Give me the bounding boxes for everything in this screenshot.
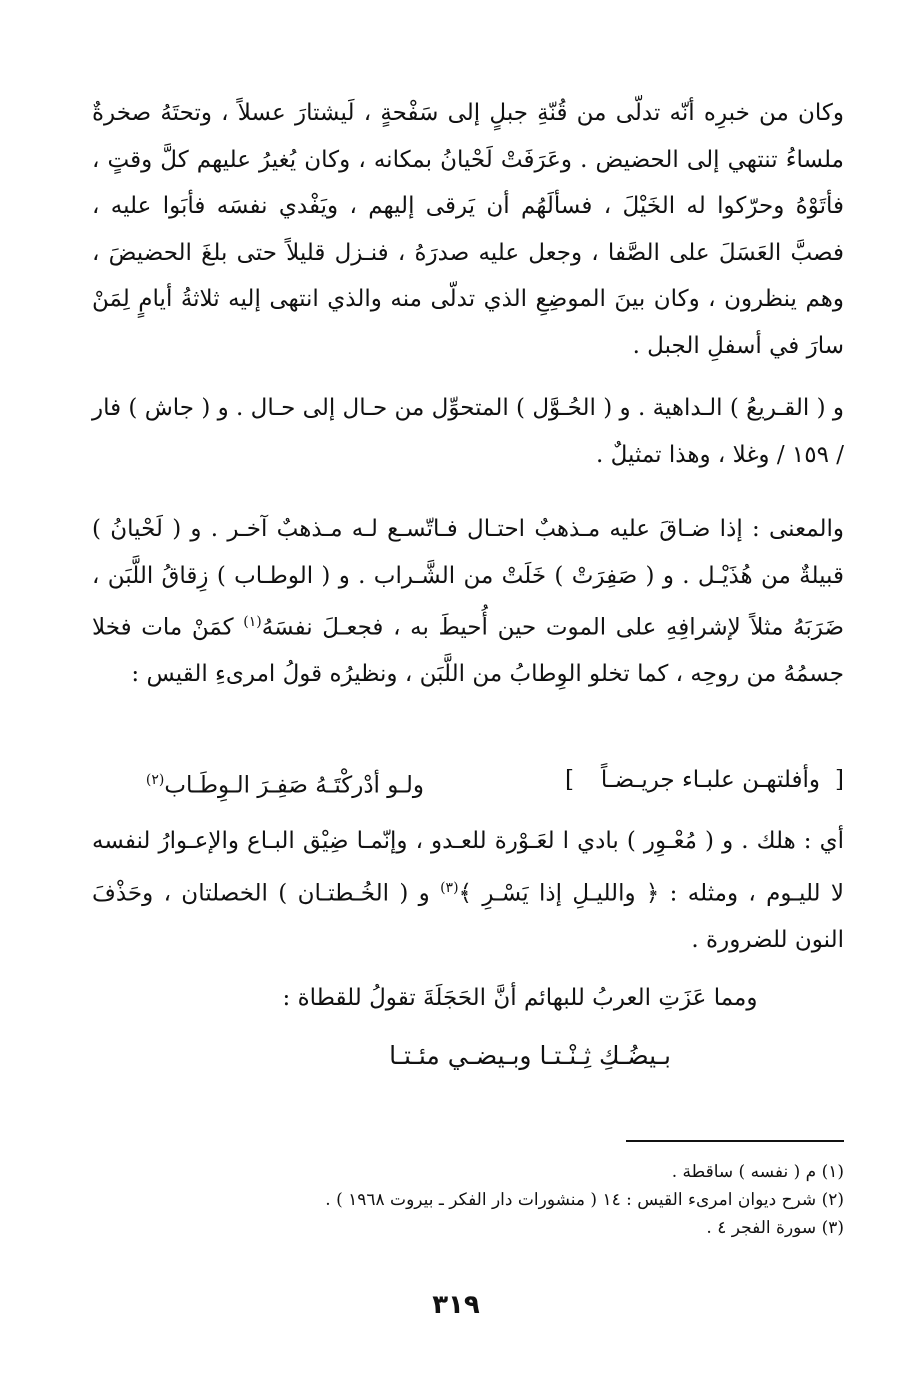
footnote-marker-3: (٣)	[440, 879, 459, 896]
poetry-verse-2: بـيضُـكِ ثِـنْـتـا وبـيضـي مئـتـا	[389, 1041, 671, 1070]
footnote-2: (٢) شرح ديوان امرىء القيس : ١٤ ( منشورات دار الفكر ـ بيروت ١٩٦٨ ) .	[325, 1190, 844, 1210]
verse-hemistich-1: وأفلتهـن علبـاء جريـضـاً	[600, 767, 820, 793]
verse-hemistich-2-text: ولـو أدْركْتَـهُ صَفِـرَ الـوِطَـاب	[164, 772, 424, 799]
verse-hemistich-2	[146, 760, 424, 806]
paragraph-text-start: أي : هلك . و ( مُعْـوِر ) بادي ا لعَـوْرة للعـدو ، وإنّمـا ضِيْق البـاع والإعـوارُ لنفسه لا لليـوم ، ومثله : ﴿ والليـلِ إذا يَسْـرِ ﴾	[92, 828, 845, 907]
body-paragraph-3	[92, 506, 844, 698]
footnote-1: (١) م ( نفسه ) ساقطة .	[671, 1162, 844, 1182]
paragraph-text-start: والمعنى : إذا ضـاقَ عليه مـذهبٌ احتـال فـاتّسـع لـه مـذهبٌ آخـر . و ( لَحْيانُ ) قبيلةٌ من هُذَيْـل . و ( صَفِرَتْ ) خَلَتْ من الشَّـراب . و ( الوطـاب ) زِقاقُ اللَّبَن ، ضَرَبَهُ مثلاً لإشرافِهِ على الموت حين أُحيطَ به ، فجعـلَ نفسَهُ	[92, 516, 845, 641]
paragraph-text-end: و ( الخُـطتـان ) الخصلتان ، وحَذْفَ النون للضرورة .	[92, 880, 844, 953]
body-paragraph-1	[92, 90, 844, 370]
body-paragraph-4	[92, 818, 844, 963]
verse-intro-line: ومما عَزَتِ العربُ للبهائم أنَّ الحَجَلَةَ تقولُ للقطاة :	[282, 985, 758, 1011]
footnote-marker-2: (٢)	[145, 772, 165, 788]
paragraph-text: وكان من خبرِه أنّه تدلّى من قُنّةِ جبلٍ إلى سَفْحةٍ ، لَيشتارَ عسلاً ، وتحتَهُ صخرةٌ ملساءُ تنتهي إلى الحضيض . وعَرَفَتْ لَحْيانُ بمكانه ، وكان يُغيرُ عليهم كلَّ وقتٍ ، فأتَوْهُ وحرّكوا له الخَيْلَ ، فسألَهُم أن يَرقى إليهم ، ويَفْدي نفسَه فأبَوا عليه ، فصبَّ العَسَلَ على الصَّفا ، وجعل عليه صدرَهُ ، فنـزل قليلاً حتى بلغَ الحضيضَ ، وهم ينظرون ، وكان بينَ الموضِعِ الذي تدلّى منه والذي انتهى إليه ثلاثةُ أيامٍ لِمَنْ سارَ في أسفلِ الجبل .	[92, 100, 844, 359]
footnote-divider	[626, 1140, 844, 1142]
verse-close-bracket: ]	[565, 767, 574, 793]
paragraph-text: و ( القـريعُ ) الـداهية . و ( الحُـوَّل ) المتحوِّل من حـال إلى حـال . و ( جاش ) فار / ١٥٩ / وغلا ، وهذا تمثيلٌ .	[92, 395, 844, 468]
paragraph-text	[92, 818, 844, 963]
footnote-3: (٣) سورة الفجر ٤ .	[706, 1218, 844, 1238]
footnote-marker-1: (١)	[243, 614, 262, 631]
paragraph-text-end: كمَنْ مات فخلا جسمُهُ من روحِه ، كما تخلو الوِطابُ من اللَّبَن ، ونظيرُه قولُ امرىءِ القيس :	[92, 614, 844, 688]
footnotes	[92, 1158, 844, 1242]
page-number: ٣١٩	[432, 1290, 480, 1320]
verse-open-bracket: [	[835, 767, 844, 793]
body-paragraph-2	[92, 385, 844, 478]
paragraph-text	[92, 506, 844, 698]
